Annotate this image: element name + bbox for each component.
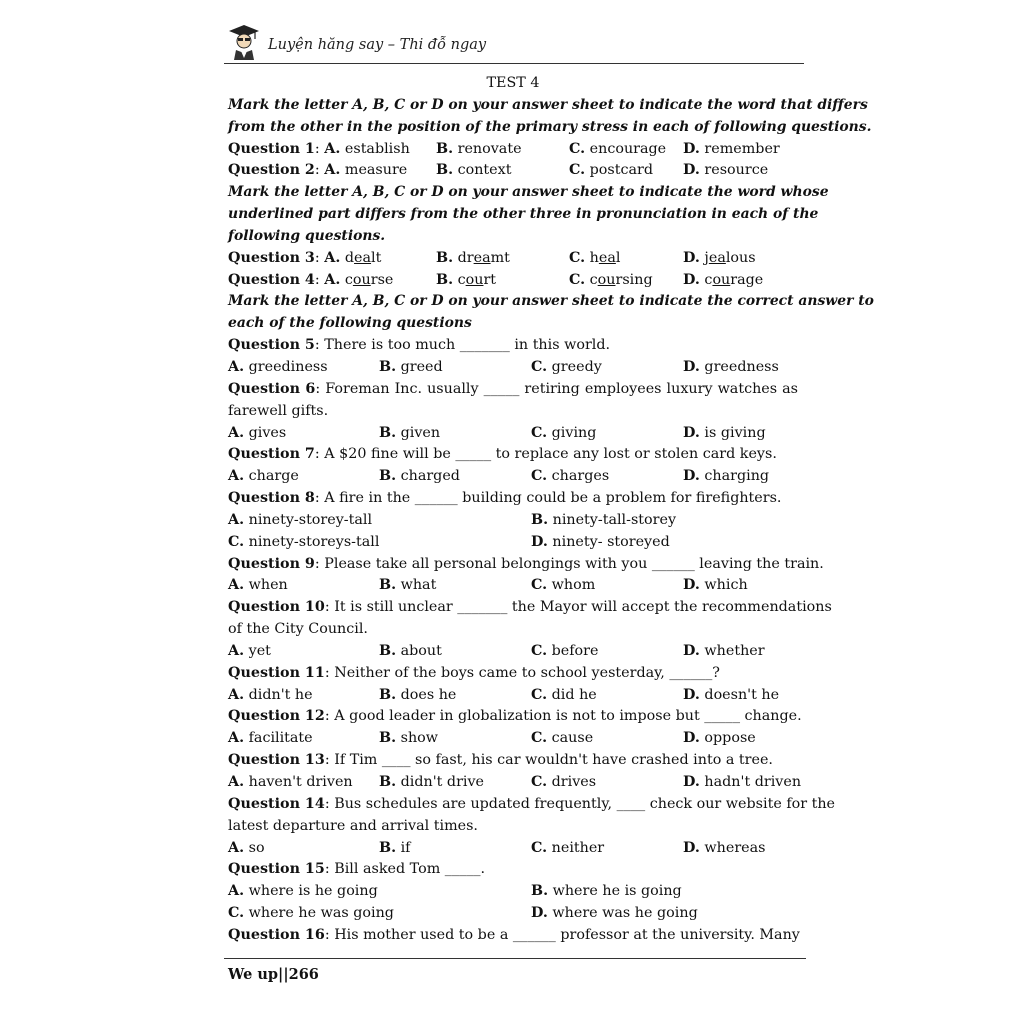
question-5-options: A. greediness B. greed C. greedy D. greedness: [228, 358, 779, 375]
question-label: Question 15: [228, 861, 325, 878]
instruction-pron-line-1: Mark the letter A, B, C or D on your answer sheet to indicate the word whose: [228, 184, 829, 201]
option-c[interactable]: before: [551, 642, 599, 659]
question-13-options: A. haven't driven B. didn't drive C. drives D. hadn't driven: [228, 774, 802, 790]
question-11: [228, 663, 798, 685]
question-9: [228, 554, 824, 576]
question-15-options-cd: C. where he was going D. where was he going: [228, 905, 698, 922]
instruction-correct-line-1: Mark the letter A, B, C or D on your answer sheet to indicate the correct answer to: [228, 293, 874, 310]
question-text: : It is still unclear _______ the Mayor will accept the recommendations: [324, 599, 832, 616]
option-c[interactable]: postcard: [589, 162, 654, 179]
option-c[interactable]: encourage: [589, 140, 667, 157]
question-10: [228, 597, 832, 619]
question-16: [228, 925, 798, 947]
question-10-options: A. yet B. about C. before D. whether: [228, 642, 765, 659]
option-a[interactable]: where is he going: [248, 883, 378, 900]
option-a[interactable]: yet: [248, 642, 271, 659]
page-header: [224, 22, 804, 64]
option-c[interactable]: ninety-storeys-tall: [248, 533, 380, 550]
question-6: [228, 379, 798, 401]
option-a[interactable]: establish: [344, 140, 410, 157]
option-a[interactable]: facilitate: [248, 730, 313, 747]
question-label: Question 12: [228, 708, 325, 725]
option-d[interactable]: remember: [704, 140, 780, 157]
option-b[interactable]: given: [400, 424, 441, 441]
option-d[interactable]: hadn't driven: [704, 774, 802, 790]
option-a[interactable]: so: [248, 839, 265, 856]
page-footer: We up||266: [228, 966, 319, 983]
question-12: [228, 706, 802, 728]
option-b[interactable]: what: [400, 577, 437, 594]
question-label: Question 11: [228, 664, 325, 681]
option-a[interactable]: dealt: [344, 249, 382, 266]
question-4: Question 4: A. course B. court C. coursing D. courage: [228, 271, 764, 288]
question-text: : A $20 fine will be _____ to replace any lost or stolen card keys.: [314, 446, 777, 463]
question-label: Question 16: [228, 926, 325, 943]
option-b[interactable]: charged: [400, 468, 460, 485]
question-15-options-ab: A. where is he going B. where he is going: [228, 883, 682, 900]
option-b[interactable]: where he is going: [552, 883, 682, 900]
question-label: Question 8: [228, 490, 315, 507]
option-d[interactable]: where was he going: [552, 905, 698, 922]
option-b[interactable]: greed: [400, 358, 443, 375]
option-a[interactable]: ninety-storey-tall: [248, 511, 373, 528]
instruction-correct-line-2: each of the following questions: [228, 315, 472, 332]
option-b[interactable]: ninety-tall-storey: [552, 511, 677, 528]
option-d[interactable]: greedness: [704, 358, 779, 375]
option-a[interactable]: when: [248, 577, 288, 594]
option-a[interactable]: course: [344, 271, 394, 288]
option-b[interactable]: dreamt: [457, 249, 510, 266]
question-8-options-ab: A. ninety-storey-tall B. ninety-tall-storey: [228, 511, 677, 528]
option-b[interactable]: didn't drive: [400, 774, 485, 790]
question-label: Question 9: [228, 555, 315, 572]
option-c[interactable]: heal: [589, 249, 621, 266]
option-a[interactable]: gives: [248, 424, 287, 441]
question-10-continued: of the City Council.: [228, 621, 368, 638]
option-a[interactable]: charge: [248, 468, 299, 485]
instruction-stress-line-2: from the other in the position of the primary stress in each of following questions.: [228, 118, 872, 135]
option-b[interactable]: show: [400, 730, 438, 747]
question-7: [228, 444, 798, 466]
option-b[interactable]: if: [400, 839, 411, 856]
test-title: TEST 4: [486, 75, 540, 91]
option-c[interactable]: neither: [551, 839, 605, 856]
question-text: : His mother used to be a ______ professor at the university. Many: [324, 926, 800, 943]
question-text: : A fire in the ______ building could be a problem for firefighters.: [314, 490, 782, 507]
question-6-continued: farewell gifts.: [228, 402, 329, 419]
question-2: Question 2: A. measure B. context C. postcard D. resource: [228, 162, 769, 179]
question-1: Question 1: A. establish B. renovate C. encourage D. remember: [228, 140, 780, 157]
question-8-options-cd: C. ninety-storeys-tall D. ninety- storeyed: [228, 533, 670, 550]
header-rule: [224, 63, 804, 64]
question-5: [228, 335, 798, 357]
option-d[interactable]: is giving: [704, 424, 766, 441]
option-c[interactable]: whom: [551, 577, 596, 594]
option-c[interactable]: giving: [551, 424, 597, 441]
question-text: : Neither of the boys came to school yesterday, ______?: [324, 664, 720, 681]
option-b[interactable]: does he: [400, 686, 457, 703]
question-14-continued: latest departure and arrival times.: [228, 817, 478, 834]
option-d[interactable]: charging: [704, 468, 770, 485]
question-label: Question 2: [228, 162, 315, 179]
instruction-pron-line-3: following questions.: [228, 227, 386, 244]
test-content: [228, 73, 874, 947]
option-c[interactable]: cause: [551, 730, 594, 747]
question-14-options: A. so B. if C. neither D. whereas: [228, 839, 766, 856]
question-label: Question 1: [228, 140, 315, 157]
question-label: Question 10: [228, 599, 325, 616]
option-a[interactable]: haven't driven: [248, 774, 353, 790]
option-c[interactable]: where he was going: [248, 905, 394, 922]
question-8: [228, 488, 798, 510]
instruction-stress-line-1: Mark the letter A, B, C or D on your answer sheet to indicate the word that differs: [228, 96, 868, 113]
option-c[interactable]: coursing: [589, 271, 653, 288]
option-a[interactable]: didn't he: [248, 686, 313, 703]
option-d[interactable]: jealous: [704, 249, 756, 266]
question-label: Question 13: [228, 752, 325, 769]
question-text: : Bill asked Tom _____.: [324, 861, 486, 878]
question-text: : Please take all personal belongings with you ______ leaving the train.: [314, 555, 824, 572]
question-text: : There is too much _______ in this world.: [314, 337, 611, 354]
option-d[interactable]: ninety- storeyed: [552, 533, 670, 550]
option-d[interactable]: which: [704, 577, 748, 594]
option-d[interactable]: whereas: [704, 839, 766, 856]
option-a[interactable]: measure: [344, 162, 408, 179]
question-11-options: A. didn't he B. does he C. did he D. doesn't he: [228, 686, 780, 703]
option-c[interactable]: drives: [551, 774, 597, 790]
option-d[interactable]: doesn't he: [704, 686, 780, 703]
question-text: : Foreman Inc. usually _____ retiring employees luxury watches as: [315, 380, 798, 397]
question-text: : If Tim ____ so fast, his car wouldn't have crashed into a tree.: [324, 752, 773, 769]
question-3: Question 3: A. dealt B. dreamt C. heal D. jealous: [228, 249, 756, 266]
question-label: Question 3: [228, 249, 315, 266]
header-motto: Luyện hăng say – Thi đỗ ngay: [268, 37, 487, 53]
question-14: [228, 794, 836, 816]
option-c[interactable]: charges: [551, 468, 610, 485]
question-label: Question 7: [228, 446, 315, 463]
question-9-options: A. when B. what C. whom D. which: [228, 577, 748, 594]
option-b[interactable]: about: [400, 642, 442, 659]
question-label: Question 14: [228, 795, 325, 812]
option-b[interactable]: context: [457, 162, 512, 179]
question-text: : Bus schedules are updated frequently, ____ check our website for the: [324, 795, 836, 812]
question-7-options: A. charge B. charged C. charges D. charging: [228, 468, 770, 485]
option-c[interactable]: did he: [551, 686, 597, 703]
option-d[interactable]: oppose: [704, 730, 756, 747]
option-c[interactable]: greedy: [551, 358, 602, 375]
graduate-mascot-icon: [228, 24, 260, 60]
instruction-pron-line-2: underlined part differs from the other three in pronunciation in each of the: [228, 206, 819, 223]
option-b[interactable]: court: [457, 271, 497, 288]
question-label: Question 5: [228, 337, 315, 354]
option-b[interactable]: renovate: [457, 140, 522, 157]
option-d[interactable]: resource: [704, 162, 769, 179]
question-15: [228, 859, 798, 881]
option-d[interactable]: courage: [704, 271, 764, 288]
question-label: Question 6: [228, 380, 316, 397]
question-12-options: A. facilitate B. show C. cause D. oppose: [228, 730, 756, 747]
option-a[interactable]: greediness: [248, 358, 328, 375]
question-label: Question 4: [228, 271, 315, 288]
option-d[interactable]: whether: [704, 642, 765, 659]
question-13: [228, 750, 798, 772]
question-6-options: A. gives B. given C. giving D. is giving: [228, 424, 766, 441]
footer-rule: [224, 958, 806, 959]
question-text: : A good leader in globalization is not to impose but _____ change.: [324, 708, 802, 725]
